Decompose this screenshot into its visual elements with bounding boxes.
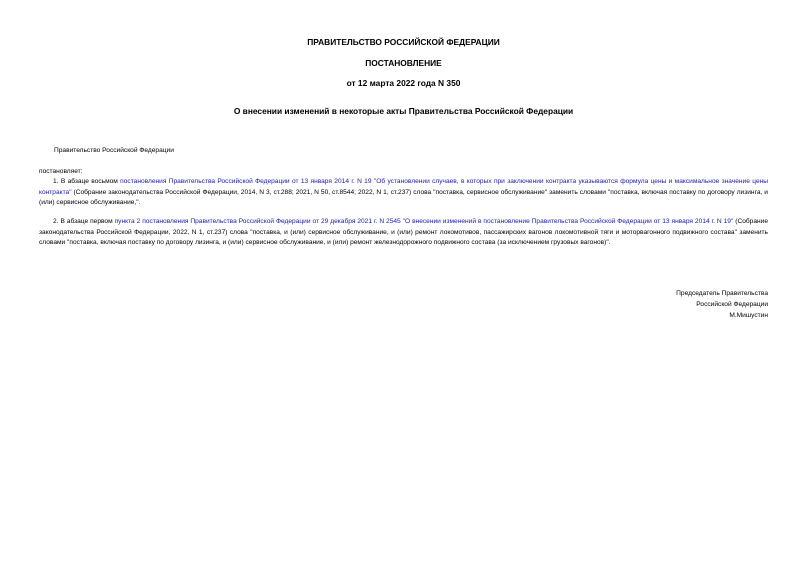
resolves-text: постановляет: [39, 168, 83, 175]
government-heading: ПРАВИТЕЛЬСТВО РОССИЙСКОЙ ФЕДЕРАЦИИ [307, 37, 500, 47]
paragraph-2-text: (Собрание законодательства Российской Федерации, 2022, N 1, ст.237) слова "поставка, и (или) сервисное обслуживание, и (или) ремонт локомотивов, пассажирских вагонов локомотивной тяги и моторвагонного подвижного состава" заменить словами "поставка, включая поставку по договору лизинга, и (или) сервисное обслуживание, и (или) ремонт железнодорожного подвижного состава (за исключением грузовых вагонов)". [39, 218, 769, 246]
paragraph-1-prefix: 1. В абзаце восьмом [53, 178, 121, 185]
date-number-heading: от 12 марта 2022 года N 350 [346, 78, 461, 88]
paragraph-1 [39, 177, 768, 209]
document-title: О внесении изменений в некоторые акты Правительства Российской Федерации [233, 106, 574, 116]
intro-text: Правительство Российской Федерации [54, 147, 174, 154]
resolution-19-link[interactable]: постановления Правительства Российской Федерации от 13 января 2014 г. N 19 "Об установлении случаев, в которых при заключении контракта указываются формула цены и максимальное значение цены контракта" [39, 178, 768, 196]
resolution-2545-link[interactable]: пункта 2 постановления Правительства Российской Федерации от 29 декабря 2021 г. N 2545 "О внесении изменений в постановление Правительства Российской Федерации от 13 января 2014 г. N 19" [114, 218, 734, 225]
signature-position-line2: Российской Федерации [696, 301, 768, 308]
paragraph-2-prefix: 2. В абзаце первом [53, 218, 115, 225]
paragraph-2 [39, 217, 768, 249]
signature-name: М.Мишустин [729, 312, 768, 319]
document-kind-heading: ПОСТАНОВЛЕНИЕ [365, 58, 442, 68]
paragraph-1-text: (Собрание законодательства Российской Федерации, 2014, N 3, ст.288; 2021, N 50, ст.8544; 2022, N 1, ст.237) слова "поставка, сервисное обслуживание" заменить словами "поставка, включая поставку по договору лизинга, и (или) сервисное обслуживание,". [39, 188, 768, 206]
signature-position-line1: Председатель Правительства [676, 290, 768, 297]
